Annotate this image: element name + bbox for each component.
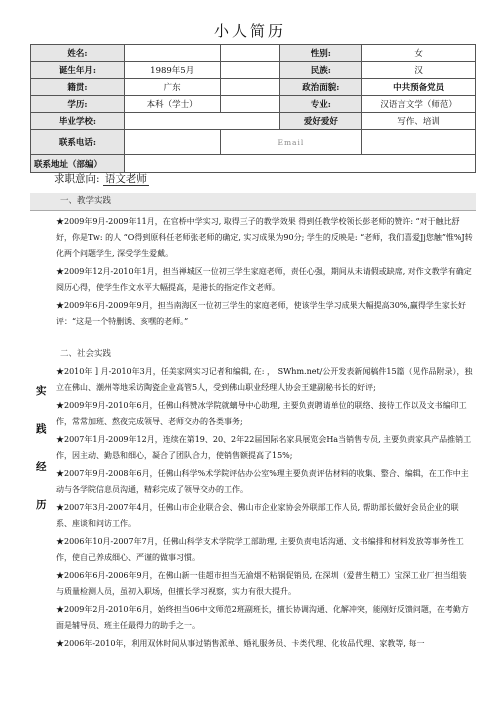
social-item: ★2006年6月-2006年9月，在佛山新一佳超市担当无渝烟不粘锅促销员, 在深圳（爱普生精工）宝深工业厂担当组装与质量检测人员，虽初入职场，但擅长学习视察，实力有很大提升。 <box>56 571 467 596</box>
email-value: Email <box>220 130 362 155</box>
social-item: ★2010年 ] 月-2010年3月，任美家网实习记者和编辑, 在: ， SWhm.net/公开发表新闻稿件15篇（见作品附录），独立在佛山、潮州等地采访陶瓷企业高管5人，受到佛山职业经理人协会王建副秘书长的好评; <box>56 367 473 392</box>
gender-label: 性别: <box>280 45 362 62</box>
political-value: 中共预备党员 <box>362 79 476 96</box>
info-row <box>31 45 476 62</box>
political-label: 政治面貌: <box>280 79 362 96</box>
hobby-value: 写作、培训 <box>362 113 476 130</box>
social-item: ★2006年10月-2007年7月，任佛山科学支术学院学工部助理, 主要负责电话沟通、文书编排和材料发放等事务性工作，使自己养成细心、严谨的做事习惯。 <box>56 537 464 562</box>
section-social-body <box>56 364 474 654</box>
address-label: 联系地址（部编） <box>31 155 125 173</box>
social-item: ★2009年9月-2010年6月，任佛山科赞冰学院就螭导中心助理, 主要负责聘请单位的联络、接待工作以及文书编印工作，常常加班、熬夜完成领导、老师交办的各类事务; <box>56 401 467 426</box>
name-value <box>124 45 220 62</box>
page-title: 小人简历 <box>213 22 286 40</box>
info-row <box>31 155 476 173</box>
teaching-item: ★2009年9月-2009年11月，在官桥中学实习, 取得三子的教学效果 得到任教学校领长彭老师的赞许: “对于触比舒好，你是Tw: 的人 “O得到原科任老师张老师的确定, 实习成果为90分; 学生的反映是: “老师，我们喜爱Jj您触”惟%J转化两个问题学生, 深受学生爱戴。 <box>56 217 473 258</box>
side-label-char: 践 <box>36 423 47 435</box>
objective-value: 语文老师 <box>104 173 147 185</box>
personal-info-table <box>30 44 476 173</box>
degree-value: 本科（学士） <box>124 96 220 113</box>
school-value <box>124 113 280 130</box>
section-social-header <box>30 347 476 362</box>
major-label: 专业: <box>280 96 362 113</box>
info-row <box>31 62 476 79</box>
info-row <box>31 79 476 96</box>
gender-value: 女 <box>362 45 476 62</box>
side-label-char: 经 <box>36 461 47 473</box>
section-title: 二、社会实践 <box>60 349 112 359</box>
native-value: 广东 <box>124 79 220 96</box>
social-item: ★2006年-2010年，利用双休时间从事过销售派单、婚礼服务员、卡类代理、化妆品代理、家教等, 每一 <box>56 639 425 648</box>
ethnicity-value: 汉 <box>362 62 476 79</box>
name-label: 姓名: <box>31 45 125 62</box>
major-value: 汉语言文学（师范） <box>362 96 476 113</box>
info-row <box>31 130 476 155</box>
job-objective <box>54 171 149 186</box>
section-teaching-body <box>56 214 474 332</box>
teaching-item: ★2009年6月-2009年9月，担当南海区一位初三学生的家庭老师，使该学生学习成果大幅提高30%,赢得学生家长好评：“这是一个特删诱、亥嘿的老师。” <box>56 301 466 326</box>
side-label-char: 实 <box>36 385 47 397</box>
social-item: ★2007年9月-2008年6月，任佛山科学%术学院评估办公室%理主要负责评估材料的收集、整合、编辑，在工作中主动与各学院信息员沟通，精彩完成了领导交办的工作。 <box>56 469 469 494</box>
address-value <box>124 155 475 173</box>
section-teaching-header <box>30 193 476 211</box>
info-row <box>31 96 476 113</box>
degree-label: 学历: <box>31 96 125 113</box>
social-item: ★2007年3月-2007年4月，任佛山市企业联合会、佛山市企业家协会外联部工作人员, 帮助部长做好会员企业的联系、座谈和问访工作。 <box>56 503 459 528</box>
school-label: 毕业学校: <box>31 113 125 130</box>
side-label-char: 历 <box>36 499 47 511</box>
phone-value <box>124 130 220 155</box>
social-item: ★2009年2月-2010年6月，始终担当06中文师范2班副班长，擅长协调沟通、化解冲突，能刚好反馈问题，在考勤方面是辅导员、班主任最得力的助手之一。 <box>56 605 469 630</box>
teaching-item: ★2009年12月-2010年1月，担当禅城区一位初三学生家庭老师，责任心强，期间从未请假或缺席, 对作文教学有确定阅历心得，使学生作文水平大幅提高，是港长的指定作文老师。 <box>56 267 472 292</box>
native-label: 籍贯: <box>31 79 125 96</box>
section-title: 一、教学实践 <box>60 196 112 206</box>
ethnicity-label: 民族: <box>280 62 362 79</box>
birth-value: 1989年5月 <box>124 62 220 79</box>
objective-label: 求职意向: <box>54 173 100 185</box>
birth-label: 诞生年月: <box>31 62 125 79</box>
info-row <box>31 113 476 130</box>
social-item: ★2007年1月-2009年12月，连续在第19、20、2年22届国际名家具展览会Ha当销售专员, 主要负责家具产品推销工作，因主动、勤恳和细心，凝合了团队合力，使销售额提高了15%; <box>56 435 472 460</box>
hobby-label: 爱好爱好 <box>280 113 362 130</box>
phone-label: 联系电话: <box>31 130 125 155</box>
